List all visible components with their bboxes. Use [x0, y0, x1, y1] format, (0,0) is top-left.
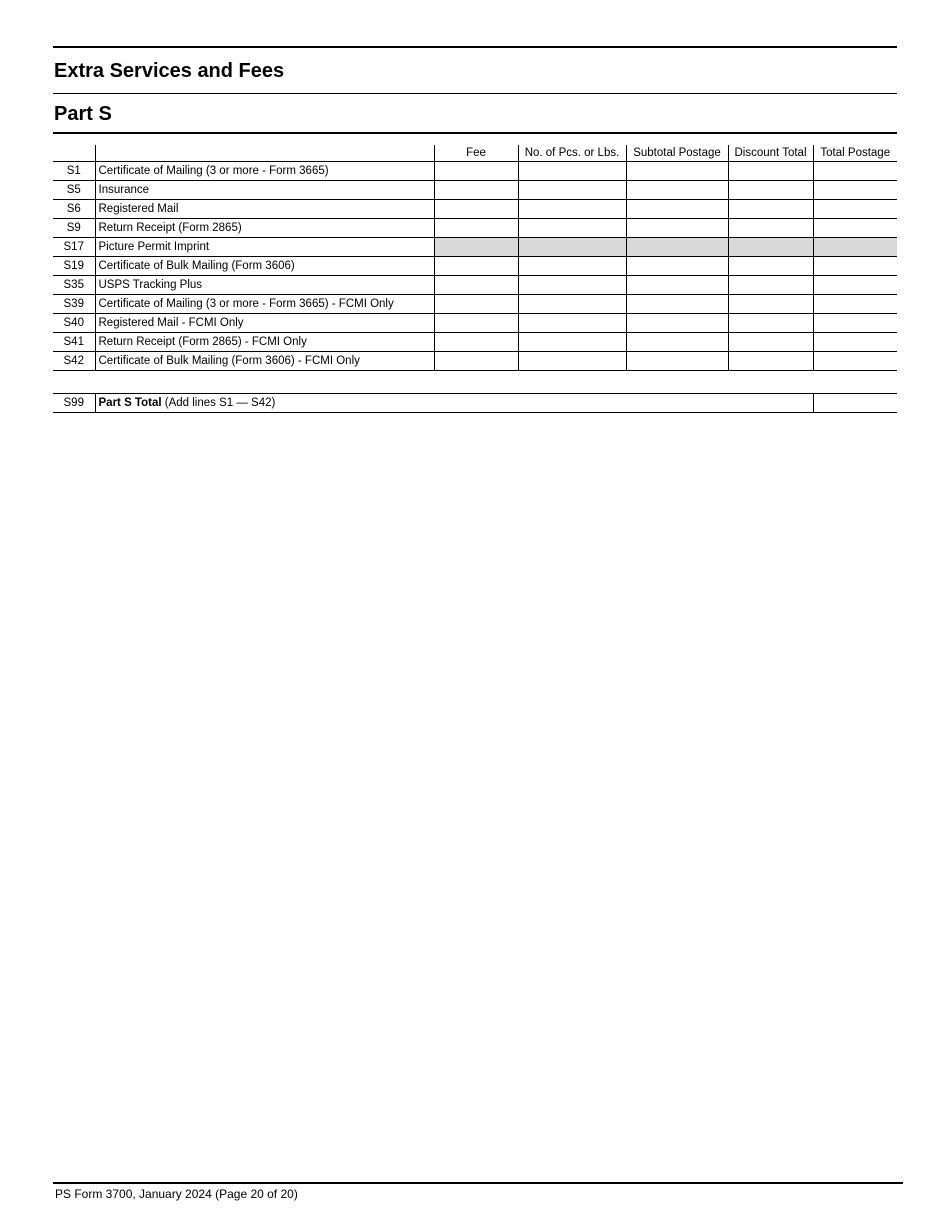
fee-field[interactable]: [434, 314, 518, 333]
fee-field[interactable]: [434, 181, 518, 200]
row-code: S6: [53, 200, 95, 219]
row-label: Certificate of Bulk Mailing (Form 3606): [95, 257, 434, 276]
fee-field[interactable]: [434, 200, 518, 219]
pieces-field[interactable]: [518, 219, 626, 238]
subtotal-postage-field[interactable]: [626, 257, 728, 276]
row-label: Certificate of Mailing (3 or more - Form 3665) - FCMI Only: [95, 295, 434, 314]
pieces-field: [518, 238, 626, 257]
discount-total-field[interactable]: [728, 352, 813, 371]
pieces-field[interactable]: [518, 352, 626, 371]
table-row: [53, 257, 897, 276]
table-row: [53, 181, 897, 200]
subtotal-postage-field[interactable]: [626, 352, 728, 371]
table-row: [53, 162, 897, 181]
fee-field[interactable]: [434, 295, 518, 314]
part-divider: [53, 132, 897, 134]
subtotal-postage-field[interactable]: [626, 219, 728, 238]
subtotal-postage-field[interactable]: [626, 276, 728, 295]
subtotal-postage-field[interactable]: [626, 162, 728, 181]
table-row: [53, 295, 897, 314]
discount-total-field[interactable]: [728, 295, 813, 314]
discount-total-field[interactable]: [728, 276, 813, 295]
pieces-field[interactable]: [518, 333, 626, 352]
subtotal-postage-field[interactable]: [626, 314, 728, 333]
row-code: S40: [53, 314, 95, 333]
discount-total-field[interactable]: [728, 257, 813, 276]
column-header-discount: Discount Total: [728, 145, 813, 162]
page-title: Extra Services and Fees: [54, 60, 285, 82]
code-column-header: [53, 145, 95, 162]
row-label: USPS Tracking Plus: [95, 276, 434, 295]
column-header-pieces: No. of Pcs. or Lbs.: [518, 145, 626, 162]
table-row: [53, 314, 897, 333]
fee-field[interactable]: [434, 162, 518, 181]
subtotal-postage-field[interactable]: [626, 200, 728, 219]
total-postage-field[interactable]: [813, 295, 897, 314]
pieces-field[interactable]: [518, 314, 626, 333]
table-row: [53, 200, 897, 219]
row-code: S1: [53, 162, 95, 181]
total-postage-field[interactable]: [813, 200, 897, 219]
pieces-field[interactable]: [518, 276, 626, 295]
row-code: S42: [53, 352, 95, 371]
row-code: S9: [53, 219, 95, 238]
part-title: Part S: [54, 103, 112, 125]
discount-total-field: [728, 238, 813, 257]
table-header-row: [53, 145, 897, 162]
top-rule: [53, 46, 897, 48]
total-postage-field[interactable]: [813, 257, 897, 276]
row-code: S39: [53, 295, 95, 314]
row-code: S19: [53, 257, 95, 276]
total-postage-field: [813, 238, 897, 257]
fee-field[interactable]: [434, 276, 518, 295]
fee-field[interactable]: [434, 257, 518, 276]
total-postage-field[interactable]: [813, 352, 897, 371]
row-label: Registered Mail: [95, 200, 434, 219]
row-label: Picture Permit Imprint: [95, 238, 434, 257]
pieces-field[interactable]: [518, 162, 626, 181]
discount-total-field[interactable]: [728, 333, 813, 352]
subtotal-postage-field[interactable]: [626, 333, 728, 352]
pieces-field[interactable]: [518, 200, 626, 219]
footer-rule: [53, 1182, 903, 1184]
pieces-field[interactable]: [518, 257, 626, 276]
row-label: Return Receipt (Form 2865): [95, 219, 434, 238]
column-header-subtotal: Subtotal Postage: [626, 145, 728, 162]
total-postage-field[interactable]: [813, 333, 897, 352]
total-postage-field[interactable]: [813, 181, 897, 200]
total-row-code: S99: [53, 394, 95, 413]
total-row: [53, 394, 897, 413]
total-label-bold: Part S Total: [98, 397, 162, 409]
fee-field: [434, 238, 518, 257]
total-table: [53, 393, 897, 413]
title-divider: [53, 93, 897, 94]
subtotal-postage-field[interactable]: [626, 295, 728, 314]
row-code: S41: [53, 333, 95, 352]
table-row: [53, 238, 897, 257]
row-code: S5: [53, 181, 95, 200]
total-postage-field[interactable]: [813, 394, 897, 413]
discount-total-field[interactable]: [728, 200, 813, 219]
table-row: [53, 352, 897, 371]
table-row: [53, 276, 897, 295]
fee-field[interactable]: [434, 333, 518, 352]
pieces-field[interactable]: [518, 181, 626, 200]
discount-total-field[interactable]: [728, 314, 813, 333]
row-label: Registered Mail - FCMI Only: [95, 314, 434, 333]
discount-total-field[interactable]: [728, 162, 813, 181]
table-row: [53, 219, 897, 238]
discount-total-field[interactable]: [728, 181, 813, 200]
row-code: S17: [53, 238, 95, 257]
fees-table: [53, 145, 897, 371]
pieces-field[interactable]: [518, 295, 626, 314]
fee-field[interactable]: [434, 219, 518, 238]
total-postage-field[interactable]: [813, 314, 897, 333]
column-header-fee: Fee: [434, 145, 518, 162]
total-postage-field[interactable]: [813, 219, 897, 238]
table-row: [53, 333, 897, 352]
subtotal-postage-field: [626, 238, 728, 257]
row-label: Insurance: [95, 181, 434, 200]
row-label: Return Receipt (Form 2865) - FCMI Only: [95, 333, 434, 352]
row-label: Certificate of Bulk Mailing (Form 3606) - FCMI Only: [95, 352, 434, 371]
fee-field[interactable]: [434, 352, 518, 371]
total-row-label: [95, 394, 813, 413]
total-postage-field[interactable]: [813, 276, 897, 295]
subtotal-postage-field[interactable]: [626, 181, 728, 200]
footer-text: PS Form 3700, January 2024 (Page 20 of 20): [55, 1187, 298, 1201]
total-label-instructions: (Add lines S1 — S42): [164, 397, 276, 409]
total-postage-field[interactable]: [813, 162, 897, 181]
description-column-header: [95, 145, 434, 162]
column-header-total: Total Postage: [813, 145, 897, 162]
row-code: S35: [53, 276, 95, 295]
row-label: Certificate of Mailing (3 or more - Form 3665): [95, 162, 434, 181]
discount-total-field[interactable]: [728, 219, 813, 238]
